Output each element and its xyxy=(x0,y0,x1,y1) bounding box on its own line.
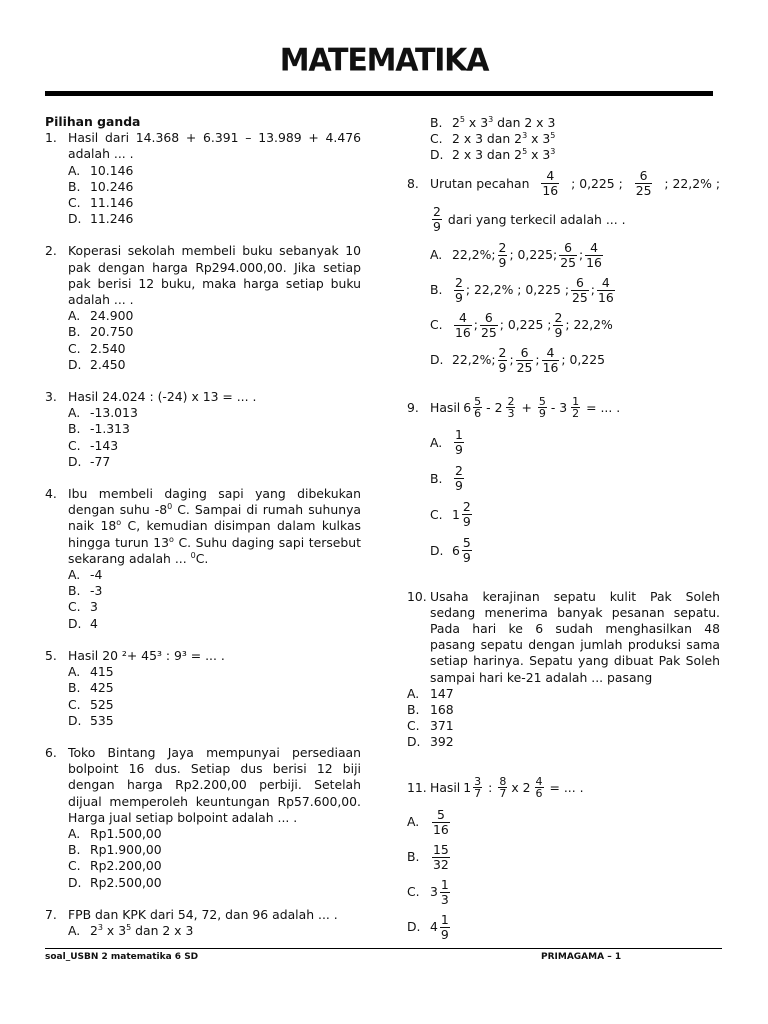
option-value: 392 xyxy=(430,734,454,750)
question-1 xyxy=(45,130,361,227)
option-letter: D. xyxy=(430,147,444,163)
option-letter: D. xyxy=(68,874,82,890)
option-d xyxy=(45,875,361,891)
option-c xyxy=(407,131,720,147)
question-7 xyxy=(45,907,361,939)
option-b xyxy=(45,179,361,195)
option-letter: B. xyxy=(430,115,443,130)
question-number: 9. xyxy=(407,399,419,415)
option-c xyxy=(45,341,361,357)
option-letter: B. xyxy=(68,583,81,599)
footer-rule xyxy=(45,948,722,949)
option-b: B. $\frac{2}{9}$ xyxy=(430,463,463,494)
option-value: -1.313 xyxy=(90,421,130,437)
section-label: Pilihan ganda xyxy=(45,114,141,129)
question-text: Koperasi sekolah membeli buku sebanyak 10 xyxy=(68,243,361,259)
option-value: 20.750 xyxy=(90,324,134,340)
option-letter: A. xyxy=(68,825,81,841)
question-6 xyxy=(45,745,361,891)
option-d xyxy=(45,616,361,632)
option-letter: D. xyxy=(68,615,82,631)
option-value: Rp2.500,00 xyxy=(90,874,162,890)
option-d xyxy=(407,147,720,163)
question-text: setiap harinya. Sepatu yang dibuat Pak Soleh xyxy=(430,653,720,669)
option-a xyxy=(45,405,361,421)
option-letter: D. xyxy=(68,453,82,469)
option-c xyxy=(45,195,361,211)
option-a: A. $\frac{5}{16}$ xyxy=(407,806,449,837)
question-text: adalah ... . xyxy=(68,146,134,162)
page-title: MATEMATIKA xyxy=(279,42,489,79)
question-number: 5. xyxy=(45,647,57,663)
footer-left: soal_USBN 2 matematika 6 SD xyxy=(45,952,199,962)
question-text: Harga jual setiap bolpoint adalah ... . xyxy=(68,809,298,825)
option-b xyxy=(45,842,361,858)
question-text: Usaha kerajinan sepatu kulit Pak Soleh xyxy=(430,588,720,604)
question-text: $\frac{2}{9}$ dari yang terkecil adalah ... . xyxy=(433,204,626,235)
option-value: 4 xyxy=(90,615,98,631)
option-a xyxy=(45,567,361,583)
question-number: 10. xyxy=(407,588,427,604)
option-b xyxy=(407,702,720,718)
question-text: Urutan pecahan $\frac{4}{16}$ ; 0,225 ; $\frac{6}{25}$ ; 22,2% ; xyxy=(430,168,720,199)
option-b xyxy=(45,583,361,599)
option-a xyxy=(45,826,361,842)
option-value: -3 xyxy=(90,583,103,599)
question-text: Pada hari ke 6 sudah menghasilkan 48 xyxy=(430,621,720,637)
question-3 xyxy=(45,389,361,470)
question-number: 4. xyxy=(45,486,57,502)
option-value: 2 x 3 dan $2^3$ x $3^5$ xyxy=(452,131,556,147)
option-letter: B. xyxy=(68,680,81,696)
option-letter: C. xyxy=(68,696,81,712)
question-text: sedang menerima banyak pesanan sepatu. xyxy=(430,604,720,620)
option-letter: D. xyxy=(68,211,82,227)
option-c xyxy=(407,718,720,734)
option-value: Rp1.900,00 xyxy=(90,842,162,858)
option-letter: B. xyxy=(68,324,81,340)
question-text: bolpoint 16 dus. Setiap dus berisi 12 biji xyxy=(68,761,361,777)
option-b xyxy=(407,115,720,131)
question-text: sampai hari ke-21 adalah ... pasang xyxy=(430,669,653,685)
option-value: -77 xyxy=(90,453,111,469)
question-text: FPB dan KPK dari 54, 72, dan 96 adalah ... . xyxy=(68,906,338,922)
option-value: -4 xyxy=(90,567,103,583)
option-a xyxy=(407,686,720,702)
question-text: adalah ... . xyxy=(68,292,134,308)
option-value: 535 xyxy=(90,712,114,728)
right-column xyxy=(407,115,720,945)
option-a xyxy=(45,664,361,680)
question-number: 2. xyxy=(45,243,57,259)
option-value: 3 xyxy=(90,599,98,615)
question-text: Hasil dari 14.368 + 6.391 – 13.989 + 4.476 xyxy=(68,130,361,146)
option-value: 371 xyxy=(430,718,454,734)
question-7-continued xyxy=(407,115,720,164)
option-c xyxy=(45,599,361,615)
option-d xyxy=(407,734,720,750)
option-value: $2^3$ x $3^5$ dan 2 x 3 xyxy=(90,922,194,938)
question-text: dijual memperoleh keuntungan Rp57.600,00. xyxy=(68,793,361,809)
option-value: 525 xyxy=(90,696,114,712)
option-c xyxy=(45,438,361,454)
option-letter: A. xyxy=(68,664,81,680)
question-2 xyxy=(45,243,361,373)
option-value: 415 xyxy=(90,664,114,680)
option-value: Rp1.500,00 xyxy=(90,825,162,841)
question-text: sekarang adalah ... $^0$C. xyxy=(68,550,209,566)
option-value: Rp2.200,00 xyxy=(90,858,162,874)
question-text: pasang sepatu dengan jumlah produksi sama xyxy=(430,637,720,653)
option-value: 147 xyxy=(430,685,454,701)
option-c: C. 1 $\frac{2}{9}$ xyxy=(430,499,471,530)
option-value: $2^5$ x $3^3$ dan 2 x 3 xyxy=(452,114,556,130)
option-letter: B. xyxy=(407,702,420,718)
question-4 xyxy=(45,486,361,632)
option-letter: C. xyxy=(68,340,81,356)
option-letter: D. xyxy=(68,712,82,728)
option-a xyxy=(45,308,361,324)
option-letter: A. xyxy=(68,308,81,324)
question-text: Hasil 24.024 : (-24) x 13 = ... . xyxy=(68,389,257,405)
footer-right: PRIMAGAMA – 1 xyxy=(541,952,622,962)
option-letter: A. xyxy=(68,567,81,583)
question-9: 9. Hasil 6 $\frac{5}{6}$ - 2 $\frac{2}{3}$ + $\frac{5}{9}$ - 3 $\frac{1}{2}$ = ... . A. $\frac{1}{9}$ B. $\frac{2}{9}$ C. 1 $\frac{2}{9}$ D. 6 $\frac{5}{9}$ xyxy=(407,391,720,569)
option-value: 10.246 xyxy=(90,178,134,194)
question-number: 3. xyxy=(45,389,57,405)
option-c xyxy=(45,697,361,713)
option-b: B. $\frac{2}{9}$ ; 22,2% ; 0,225 ; $\frac{6}{25}$ ; $\frac{4}{16}$ xyxy=(430,274,614,305)
option-a: A. 22,2%; $\frac{2}{9}$ ; 0,225; $\frac{6}{25}$ ; $\frac{4}{16}$ xyxy=(430,239,602,270)
option-b: B. $\frac{15}{32}$ xyxy=(407,841,449,872)
option-value: 2 x 3 dan $2^5$ x $3^3$ xyxy=(452,147,556,163)
option-letter: B. xyxy=(68,421,81,437)
option-letter: A. xyxy=(407,685,420,701)
option-a xyxy=(45,923,361,939)
option-a: A. $\frac{1}{9}$ xyxy=(430,427,463,458)
option-c: C. 3 $\frac{1}{3}$ xyxy=(407,876,449,907)
question-number: 7. xyxy=(45,906,57,922)
question-10 xyxy=(407,589,720,751)
option-value: 11.146 xyxy=(90,195,134,211)
question-text: hingga turun 13$^o$ C. Suhu daging sapi tersebut xyxy=(68,534,361,550)
question-5 xyxy=(45,648,361,729)
option-letter: C. xyxy=(430,131,443,147)
option-letter: B. xyxy=(68,178,81,194)
option-c xyxy=(45,858,361,874)
option-value: 168 xyxy=(430,702,454,718)
option-b xyxy=(45,324,361,340)
option-d xyxy=(45,357,361,373)
question-text: Hasil 20 ²+ 45³ : 9³ = ... . xyxy=(68,647,225,663)
option-letter: C. xyxy=(407,718,420,734)
option-letter: C. xyxy=(68,599,81,615)
option-a xyxy=(45,163,361,179)
option-d: D. 22,2%; $\frac{2}{9}$ ; $\frac{6}{25}$ ; $\frac{4}{16}$ ; 0,225 xyxy=(430,344,605,375)
option-c: C. $\frac{4}{16}$ ; $\frac{6}{25}$ ; 0,225 ; $\frac{2}{9}$ ; 22,2% xyxy=(430,309,613,340)
option-letter: C. xyxy=(68,858,81,874)
option-letter: D. xyxy=(407,734,421,750)
question-text: pak dengan harga Rp294.000,00. Jika setiap xyxy=(68,259,361,275)
option-b xyxy=(45,680,361,696)
question-number: 8. xyxy=(407,175,419,191)
option-value: -143 xyxy=(90,437,119,453)
question-8 xyxy=(407,166,720,378)
option-d xyxy=(45,454,361,470)
option-value: 2.450 xyxy=(90,356,126,372)
option-letter: A. xyxy=(68,922,81,938)
question-text: dengan harga Rp2.200,00 perbiji. Setelah xyxy=(68,777,361,793)
option-d xyxy=(45,713,361,729)
option-value: 425 xyxy=(90,680,114,696)
question-text: Ibu membeli daging sapi yang dibekukan xyxy=(68,486,361,502)
option-d: D. 6 $\frac{5}{9}$ xyxy=(430,535,471,566)
title-rule xyxy=(45,91,713,96)
option-d: D. 4 $\frac{1}{9}$ xyxy=(407,911,449,942)
left-column xyxy=(45,114,361,939)
option-value: 24.900 xyxy=(90,308,134,324)
option-letter: D. xyxy=(68,356,82,372)
option-letter: B. xyxy=(68,842,81,858)
option-letter: C. xyxy=(68,195,81,211)
question-number: 1. xyxy=(45,130,57,146)
option-letter: A. xyxy=(68,405,81,421)
option-d xyxy=(45,211,361,227)
option-value: 2.540 xyxy=(90,340,126,356)
question-text: pak berisi 12 buku, maka harga setiap buku xyxy=(68,275,361,291)
question-text: Toko Bintang Jaya mempunyai persediaan xyxy=(68,744,361,760)
option-value: 10.146 xyxy=(90,162,134,178)
question-text: dengan suhu $-8^0$ C. Sampai di rumah suhunya xyxy=(68,502,361,518)
question-number: 6. xyxy=(45,744,57,760)
question-number: 11. xyxy=(407,779,427,795)
question-11: 11. Hasil 1 $\frac{3}{7}$ : $\frac{8}{7}$ x 2 $\frac{4}{6}$ = ... . A. $\frac{5}{16}$ B. $\frac{15}{32}$ C. 3 $\frac{1}{3}$ D. 4 $\frac{1}{9}$ xyxy=(407,771,720,945)
option-value: 11.246 xyxy=(90,211,134,227)
option-value: -13.013 xyxy=(90,405,138,421)
option-b xyxy=(45,421,361,437)
question-text: naik 18$^o$ C, kemudian disimpan dalam kulkas xyxy=(68,518,361,534)
option-letter: A. xyxy=(68,162,81,178)
option-letter: C. xyxy=(68,437,81,453)
